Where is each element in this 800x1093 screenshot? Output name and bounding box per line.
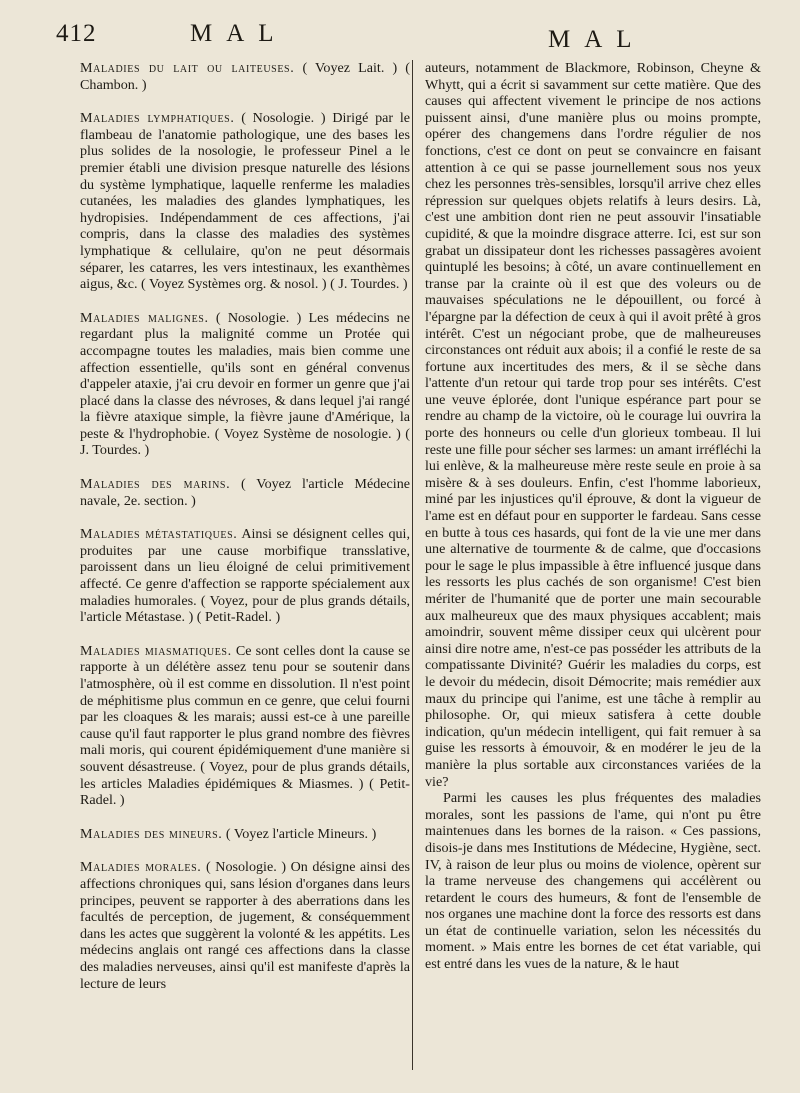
- entry-title: Maladies malignes.: [80, 309, 209, 326]
- running-head-left: MAL: [190, 20, 288, 47]
- entry-body: ( Nosologie. ) On désigne ainsi des affections chroniques qui, sans lésion d'organes dans leurs principes, peuvent se rapporter à des aberrations dans les facultés de perception, de jugement, & conséquemment dans les actes que suggèrent la volonté & les appétits. Les médecins anglais ont rangé ces affections dans la classe des maladies nerveuses, ainsi qu'il est manifeste d'après la lecture de leurs: [80, 859, 411, 992]
- dictionary-entry: [80, 476, 410, 509]
- entry-title: Maladies des marins.: [80, 476, 231, 493]
- entry-title: Maladies lymphatiques.: [80, 110, 235, 127]
- entry-title: Maladies des mineurs.: [80, 825, 223, 842]
- page-header: [0, 18, 800, 58]
- entry-body: Ce sont celles dont la cause se rapporte à un délétère assez tenu pour se soutenir dans l'atmosphère, où il est comme en dissolution. Il n'est point de méphitisme plus commun en ce genre, que celui fourni par les cloaques & les marais; aussi est-ce à une pareille cause qu'il faut rapporter le plus grand nombre des fièvres mali moris, qui courent épidémiquement d'une manière si souvent désastreuse. ( Voyez, pour de plus grands détails, les articles Maladies épidémiques & Miasmes. ) ( Petit-Radel. ): [80, 642, 410, 809]
- paragraph: Parmi les causes les plus fréquentes des maladies morales, sont les passions de l'ame, qui n'ont pu être maintenues dans les bornes de la raison. « Ces passions, disois-je dans mes Institutions de Médecine, Hygiène, sect. IV, à raison de leur plus ou moins de violence, opèrent sur la trame nerveuse des changemens qui accélèrent ou retardent le cours des humeurs, & font de l'ensemble de nos organes une machine dont la force des ressorts est dans un état de continuelle variation, selon les nécessités du moment. » Mais entre les bornes de cet état variable, qui est entré dans les vues de la nature, & le haut: [425, 790, 761, 973]
- column-divider: [412, 60, 413, 1070]
- entry-body: ( Voyez l'article Médecine navale, 2e. section. ): [80, 476, 410, 509]
- entry-body: ( Voyez Lait. ) ( Chambon. ): [80, 60, 410, 93]
- entry-body: ( Nosologie. ) Dirigé par le flambeau de l'anatomie pathologique, une des bases les plus solides de la nosologie, le professeur Pinel a le premier établi une division presque naturelle des lésions du système lymphatique, laquelle renferme les maladies cutanées, les maladies des glandes lymphatiques, les hydropisies. Indépendamment de ces affections, j'ai compris, dans la classe des maladies des systèmes lymphatique & cellulaire, qu'on ne peut désormais séparer, les catarres, les vers intestinaux, les exanthèmes aigus, &c. ( Voyez Systèmes org. & nosol. ) ( J. Tourdes. ): [80, 110, 410, 293]
- dictionary-entry: [80, 526, 410, 626]
- entry-body: ( Nosologie. ) Les médecins ne regardant plus la malignité comme un Protée qui accompagne toutes les maladies, mais bien comme une affection essentielle, qu'ils sont en général convenus d'appeler ataxie, j'ai cru devoir en former un genre que j'ai placé dans la classe des névroses, & dans lequel j'ai rangé la fièvre ataxique simple, la fièvre jaune d'Amérique, la peste & l'hydrophobie. ( Voyez Système de nosologie. ) ( J. Tourdes. ): [80, 309, 410, 459]
- page-number: 412: [56, 20, 97, 47]
- entry-body: ( Voyez l'article Mineurs. ): [225, 825, 377, 842]
- dictionary-entry: [80, 60, 410, 93]
- entry-body: Ainsi se désignent celles qui, produites par une cause morbifique transslative, paroissent dans un lieu éloigné de celui primitivement affecté. Ce genre d'affection se rapporte spécialement aux maladies humorales. ( Voyez, pour de plus grands détails, l'article Métastase. ) ( Petit-Radel. ): [80, 526, 410, 626]
- dictionary-entry: [80, 643, 410, 809]
- dictionary-entry: [80, 826, 410, 843]
- entry-title: Maladies métastatiques.: [80, 526, 238, 543]
- paragraph-continued: auteurs, notamment de Blackmore, Robinson, Cheyne & Whytt, qui a écrit si savamment sur cette matière. Que des causes qui affectent vivement le principe de nos actions puissent ainsi, d'une manière plus ou moins prompte, opérer des changemens dans l'ordre régulier de nos fonctions, c'est ce dont on peut se convaincre en faisant attention à ce qui se passe journellement sous nos yeux chez les personnes très-sensibles, lorsqu'il arrive chez elles répression sur quelques objets relatifs à leurs desirs. Là, c'est une ambition dont rien ne peut assouvir l'insatiable cupidité, & que la moindre disgrace atterre. Ici, est sur son grabat un dissipateur dont les richesses passagères avoient quintuplé les besoins; à côté, un avare continuellement en transe par la crainte où il est que des voleurs ou de mauvaises spéculations ne le dépouillent, ou forcé à l'épargne par la défection de ceux à qui il avoit prêté à gros intérêt. C'est un négociant probe, que de malheureuses circonstances ont réduit aux abois; il a confié le reste de sa fortune aux incertitudes des mers, & il se sèche dans l'attente d'un retour qui tarde trop pour ses intérêts. C'est une veuve éplorée, dont l'unique espérance part pour se rendre au champ de la victoire, où le courage lui ouvrira la porte des honneurs ou celle d'un glorieux tombeau. Il lui reste une fille pour sécher ses larmes: un amant irréfléchi la lui enlève, & la malheureuse mère reste seule en proie à sa misère & à ses douleurs. Enfin, c'est l'homme laborieux, miné par les injustices qu'il éprouve, & dont la vigueur de l'ame est en défaut pour en supporter le fardeau. Sans cesse en butte à tous ces hasards, qui font de la vie une mer dans une alternative de tourmente & de calme, que d'occasions pour le sage le plus impassible à être influencé jusque dans les ressorts les plus cachés de son organisme! C'est bien mériter de l'humanité que de porter une main secourable aux malheureux que des maux physiques accablent; mais amoindrir, souvent même dissiper ceux qui ulcèrent pour ainsi dire notre ame, n'est-ce pas posséder les attributs de la compatissante Divinité? Guérir les maladies du corps, est le devoir du médecin, disoit Démocrite; mais remédier aux maux du principe qui l'anime, est une tâche à remplir au philosophe. Or, qui mieux satisfera à cette double indication, qu'un médecin intelligent, qui fait remuer à sa guise les ressorts à émouvoir, & en modérer le jeu de la manière la plus sortable aux circonstances variées de la vie?: [425, 60, 761, 790]
- right-column: [425, 60, 761, 973]
- entry-title: Maladies morales.: [80, 859, 202, 876]
- entry-title: Maladies du lait ou laiteuses.: [80, 60, 295, 76]
- dictionary-entry: [80, 110, 410, 293]
- entry-title: Maladies miasmatiques.: [80, 642, 232, 659]
- dictionary-entry: [80, 859, 410, 992]
- dictionary-entry: [80, 310, 410, 459]
- running-head-right: MAL: [548, 26, 646, 53]
- left-column: [80, 60, 410, 1009]
